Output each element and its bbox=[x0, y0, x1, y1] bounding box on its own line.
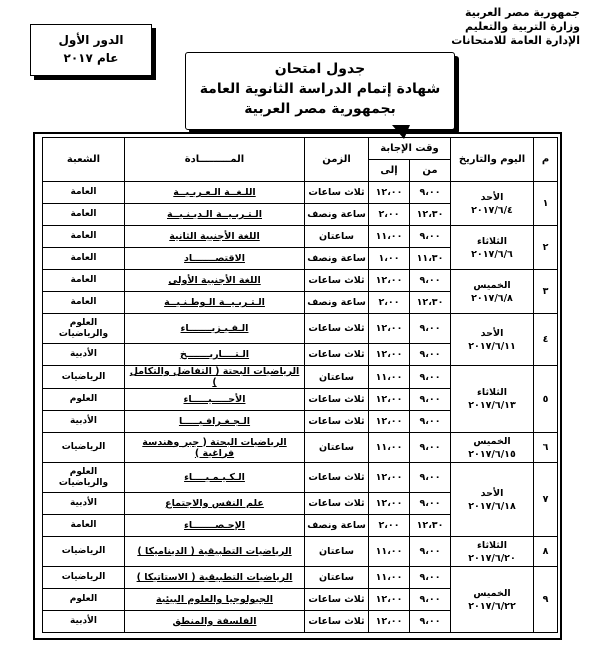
header-from: من bbox=[410, 160, 451, 182]
table-row bbox=[43, 463, 558, 493]
title-callout bbox=[185, 52, 455, 130]
time-to: ١٢،٠٠ bbox=[369, 344, 410, 366]
exam-date: ٢٠١٧/٦/١٣ bbox=[468, 400, 516, 411]
duration: ثلاث ساعات bbox=[305, 182, 369, 204]
table-row bbox=[43, 226, 558, 248]
day-name: الأحد bbox=[480, 327, 504, 339]
time-from: ١٢،٣٠ bbox=[410, 204, 451, 226]
time-from: ٩،٠٠ bbox=[410, 611, 451, 633]
time-from: ٩،٠٠ bbox=[410, 366, 451, 389]
branch: الأدبية bbox=[43, 611, 125, 633]
day-date-cell bbox=[451, 567, 534, 633]
time-from: ٩،٠٠ bbox=[410, 182, 451, 204]
time-to: ١٢،٠٠ bbox=[369, 493, 410, 515]
session-box bbox=[30, 24, 152, 76]
day-name: الخميس bbox=[473, 279, 511, 291]
subject: الرياضيات البحتة ( التفاضل والتكامل ) bbox=[125, 366, 305, 389]
exam-date: ٢٠١٧/٦/٢٠ bbox=[468, 552, 516, 564]
time-from: ١٢،٣٠ bbox=[410, 292, 451, 314]
ministry-name: وزارة التربية والتعليم bbox=[465, 20, 580, 33]
duration: ساعتان bbox=[305, 226, 369, 248]
branch: الرياضيات bbox=[43, 567, 125, 589]
duration: ثلاث ساعات bbox=[305, 589, 369, 611]
duration: ثلاث ساعات bbox=[305, 270, 369, 292]
time-to: ١١،٠٠ bbox=[369, 366, 410, 389]
day-date-cell bbox=[451, 226, 534, 270]
day-date-cell bbox=[451, 366, 534, 433]
subject: اللـغــة الـعـربـيــة bbox=[125, 182, 305, 204]
time-to: ١١،٠٠ bbox=[369, 433, 410, 463]
duration: ساعتان bbox=[305, 567, 369, 589]
duration: ثلاث ساعات bbox=[305, 411, 369, 433]
time-from: ٩،٠٠ bbox=[410, 567, 451, 589]
time-from: ٩،٠٠ bbox=[410, 589, 451, 611]
time-from: ٩،٠٠ bbox=[410, 433, 451, 463]
subject: اللغة الأجنبية الثانية bbox=[125, 226, 305, 248]
day-name: الأحد bbox=[480, 191, 504, 203]
subject: الـكـيـمـيــــاء bbox=[125, 463, 305, 493]
subject: الـتـربـيــة الـوطـنـيــة bbox=[125, 292, 305, 314]
duration: ساعتان bbox=[305, 433, 369, 463]
branch: العامة bbox=[43, 182, 125, 204]
subject: الرياضيات التطبيقية ( الاستاتيكا ) bbox=[125, 567, 305, 589]
branch: الرياضيات bbox=[43, 366, 125, 389]
day-number: ٦ bbox=[534, 433, 558, 463]
day-number: ٢ bbox=[534, 226, 558, 270]
subject: علم النفس والاجتماع bbox=[125, 493, 305, 515]
day-number: ٣ bbox=[534, 270, 558, 314]
branch: العامة bbox=[43, 515, 125, 537]
branch: الأدبية bbox=[43, 344, 125, 366]
subject: اللغة الأجنبية الأولى bbox=[125, 270, 305, 292]
time-to: ١١،٠٠ bbox=[369, 226, 410, 248]
time-to: ٢،٠٠ bbox=[369, 204, 410, 226]
exam-date: ٢٠١٧/٦/٦ bbox=[471, 248, 513, 260]
time-from: ٩،٠٠ bbox=[410, 389, 451, 411]
duration: ساعة ونصف bbox=[305, 515, 369, 537]
duration: ثلاث ساعات bbox=[305, 493, 369, 515]
time-from: ٩،٠٠ bbox=[410, 314, 451, 344]
day-number: ٤ bbox=[534, 314, 558, 366]
header-day-date: اليوم والتاريخ bbox=[451, 138, 534, 182]
header-answer-time: وقت الإجابة bbox=[369, 138, 451, 160]
title-line-1: جدول امتحان bbox=[274, 61, 366, 77]
subject: الرياضيات البحتة ( جبر وهندسة فراغية ) bbox=[125, 433, 305, 463]
time-from: ٩،٠٠ bbox=[410, 537, 451, 567]
day-date-cell bbox=[451, 270, 534, 314]
duration: ساعتان bbox=[305, 366, 369, 389]
day-name: الثلاثاء bbox=[477, 235, 507, 247]
day-date-cell bbox=[451, 463, 534, 537]
day-number: ٥ bbox=[534, 366, 558, 433]
session-round: الدور الأول bbox=[58, 33, 124, 47]
time-to: ١٢،٠٠ bbox=[369, 389, 410, 411]
time-to: ١١،٠٠ bbox=[369, 537, 410, 567]
department-name: الإدارة العامة للامتحانات bbox=[451, 34, 580, 47]
time-from: ٩،٠٠ bbox=[410, 463, 451, 493]
branch: الأدبية bbox=[43, 493, 125, 515]
table-row bbox=[43, 537, 558, 567]
branch: العامة bbox=[43, 270, 125, 292]
duration: ساعة ونصف bbox=[305, 204, 369, 226]
branch: الأدبية bbox=[43, 411, 125, 433]
time-to: ١٢،٠٠ bbox=[369, 589, 410, 611]
time-from: ٩،٠٠ bbox=[410, 411, 451, 433]
duration: ساعة ونصف bbox=[305, 292, 369, 314]
table-row bbox=[43, 567, 558, 589]
table-row bbox=[43, 314, 558, 344]
branch: الرياضيات bbox=[43, 537, 125, 567]
time-from: ٩،٠٠ bbox=[410, 270, 451, 292]
time-to: ١١،٠٠ bbox=[369, 567, 410, 589]
header-branch: الشعبة bbox=[43, 138, 125, 182]
exam-date: ٢٠١٧/٦/١١ bbox=[468, 340, 516, 352]
time-to: ١٢،٠٠ bbox=[369, 611, 410, 633]
branch: العامة bbox=[43, 226, 125, 248]
day-number: ١ bbox=[534, 182, 558, 226]
day-name: الخميس bbox=[473, 587, 511, 599]
day-number: ٩ bbox=[534, 567, 558, 633]
exam-date: ٢٠١٧/٦/٢٢ bbox=[468, 600, 516, 612]
branch: العامة bbox=[43, 248, 125, 270]
day-name: الثلاثاء bbox=[477, 387, 507, 398]
exam-date: ٢٠١٧/٦/٤ bbox=[471, 204, 513, 216]
day-date-cell bbox=[451, 314, 534, 366]
time-from: ١١،٣٠ bbox=[410, 248, 451, 270]
subject: الـجـغـرافـيـــــا bbox=[125, 411, 305, 433]
time-from: ٩،٠٠ bbox=[410, 344, 451, 366]
time-from: ٩،٠٠ bbox=[410, 493, 451, 515]
session-year: عام ٢٠١٧ bbox=[63, 51, 119, 65]
day-date-cell bbox=[451, 433, 534, 463]
day-date-cell bbox=[451, 537, 534, 567]
time-to: ١٢،٠٠ bbox=[369, 463, 410, 493]
time-to: ٢،٠٠ bbox=[369, 515, 410, 537]
day-name: الخميس bbox=[473, 435, 511, 447]
day-name: الثلاثاء bbox=[477, 539, 507, 551]
branch: العامة bbox=[43, 204, 125, 226]
subject: الـتـربـيــة الـديـنـيــة bbox=[125, 204, 305, 226]
duration: ثلاث ساعات bbox=[305, 314, 369, 344]
time-to: ١٢،٠٠ bbox=[369, 411, 410, 433]
day-date-cell bbox=[451, 182, 534, 226]
header-to: إلى bbox=[369, 160, 410, 182]
subject: الفلسفة والمنطق bbox=[125, 611, 305, 633]
duration: ساعة ونصف bbox=[305, 248, 369, 270]
subject: الإحـصـــــــاء bbox=[125, 515, 305, 537]
exam-date: ٢٠١٧/٦/١٨ bbox=[468, 500, 516, 512]
header-duration: الزمن bbox=[305, 138, 369, 182]
header-subject: المـــــــــادة bbox=[125, 138, 305, 182]
branch: العامة bbox=[43, 292, 125, 314]
branch: العلوم والرياضيات bbox=[43, 314, 125, 344]
branch: العلوم bbox=[43, 389, 125, 411]
duration: ثلاث ساعات bbox=[305, 344, 369, 366]
branch: الرياضيات bbox=[43, 433, 125, 463]
table-row bbox=[43, 182, 558, 204]
day-name: الأحد bbox=[480, 487, 504, 499]
time-from: ٩،٠٠ bbox=[410, 226, 451, 248]
title-line-2: شهادة إتمام الدراسة الثانوية العامة bbox=[199, 81, 441, 97]
time-to: ١٢،٠٠ bbox=[369, 182, 410, 204]
exam-date: ٢٠١٧/٦/١٥ bbox=[468, 448, 516, 460]
duration: ساعتان bbox=[305, 537, 369, 567]
duration: ثلاث ساعات bbox=[305, 389, 369, 411]
ministry-header bbox=[420, 6, 580, 48]
time-from: ١٢،٣٠ bbox=[410, 515, 451, 537]
time-to: ١٢،٠٠ bbox=[369, 270, 410, 292]
table-row bbox=[43, 366, 558, 389]
time-to: ١،٠٠ bbox=[369, 248, 410, 270]
duration: ثلاث ساعات bbox=[305, 463, 369, 493]
exam-date: ٢٠١٧/٦/٨ bbox=[471, 292, 513, 304]
branch: العلوم bbox=[43, 589, 125, 611]
time-to: ٢،٠٠ bbox=[369, 292, 410, 314]
subject: الـتــــاريـــــــخ bbox=[125, 344, 305, 366]
schedule-body bbox=[43, 182, 558, 633]
subject: الـفـيـزيـــــــاء bbox=[125, 314, 305, 344]
day-number: ٨ bbox=[534, 537, 558, 567]
subject: الجيولوجيا والعلوم البيئية bbox=[125, 589, 305, 611]
title-line-3: بجمهورية مصر العربية bbox=[244, 101, 396, 117]
subject: الاقتصـــــــاد bbox=[125, 248, 305, 270]
time-to: ١٢،٠٠ bbox=[369, 314, 410, 344]
day-number: ٧ bbox=[534, 463, 558, 537]
table-row bbox=[43, 270, 558, 292]
table-row bbox=[43, 433, 558, 463]
country-name: جمهورية مصر العربية bbox=[465, 6, 580, 19]
header-num: م bbox=[534, 138, 558, 182]
branch: العلوم والرياضيات bbox=[43, 463, 125, 493]
duration: ثلاث ساعات bbox=[305, 611, 369, 633]
subject: الرياضيات التطبيقية ( الديناميكا ) bbox=[125, 537, 305, 567]
subject: الأحـــــيـــــاء bbox=[125, 389, 305, 411]
exam-schedule-table bbox=[42, 137, 558, 633]
